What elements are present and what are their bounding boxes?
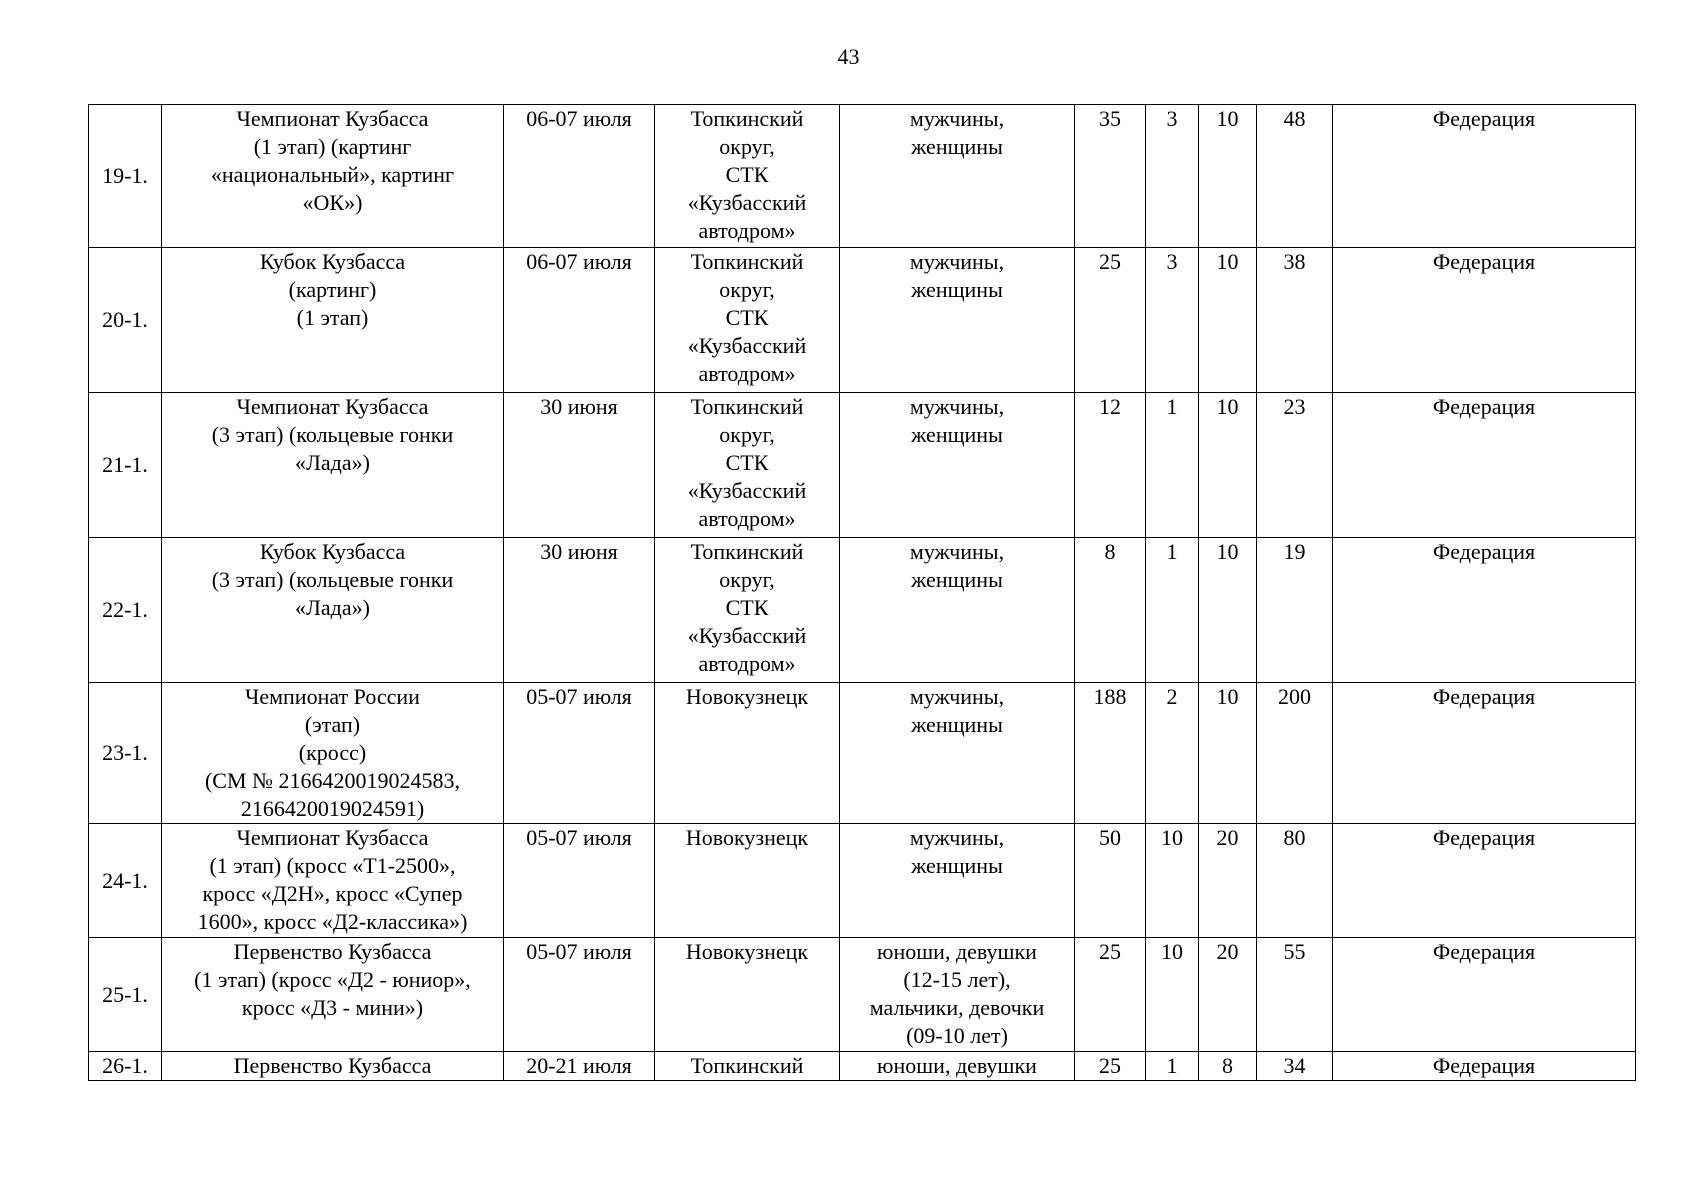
count-cell: 10 (1199, 248, 1257, 393)
count-cell: 10 (1146, 824, 1199, 938)
event-place: Топкинский округ, СТК «Кузбасский автодром» (655, 248, 840, 393)
total-cell: 55 (1257, 938, 1333, 1052)
table-row (89, 938, 1636, 1052)
count-cell: 12 (1075, 393, 1146, 538)
total-cell: 34 (1257, 1052, 1333, 1081)
row-number: 24-1. (89, 824, 162, 938)
row-number: 22-1. (89, 538, 162, 683)
total-cell: 80 (1257, 824, 1333, 938)
count-cell: 20 (1199, 824, 1257, 938)
table-row (89, 824, 1636, 938)
event-name: Кубок Кузбасса (3 этап) (кольцевые гонки «Лада») (162, 538, 504, 683)
event-name: Чемпионат Кузбасса (1 этап) (кросс «Т1-2500», кросс «Д2Н», кросс «Супер 1600», кросс «Д2-классика») (162, 824, 504, 938)
table-row (89, 393, 1636, 538)
event-participants: мужчины, женщины (840, 683, 1075, 824)
table-row (89, 248, 1636, 393)
count-cell: 25 (1075, 248, 1146, 393)
organizer-cell: Федерация (1333, 683, 1636, 824)
table-row (89, 105, 1636, 248)
event-name: Чемпионат Кузбасса (3 этап) (кольцевые гонки «Лада») (162, 393, 504, 538)
table-row (89, 683, 1636, 824)
row-number: 23-1. (89, 683, 162, 824)
count-cell: 25 (1075, 938, 1146, 1052)
row-number: 19-1. (89, 105, 162, 248)
event-participants: мужчины, женщины (840, 538, 1075, 683)
event-date: 30 июня (504, 393, 655, 538)
organizer-cell: Федерация (1333, 938, 1636, 1052)
count-cell: 10 (1199, 683, 1257, 824)
event-date: 05-07 июля (504, 824, 655, 938)
total-cell: 48 (1257, 105, 1333, 248)
event-date: 05-07 июля (504, 938, 655, 1052)
count-cell: 8 (1199, 1052, 1257, 1081)
count-cell: 1 (1146, 538, 1199, 683)
count-cell: 50 (1075, 824, 1146, 938)
event-name: Первенство Кузбасса (162, 1052, 504, 1081)
row-number: 21-1. (89, 393, 162, 538)
event-date: 30 июня (504, 538, 655, 683)
count-cell: 8 (1075, 538, 1146, 683)
event-date: 05-07 июля (504, 683, 655, 824)
total-cell: 200 (1257, 683, 1333, 824)
row-number: 20-1. (89, 248, 162, 393)
total-cell: 38 (1257, 248, 1333, 393)
count-cell: 20 (1199, 938, 1257, 1052)
count-cell: 3 (1146, 105, 1199, 248)
event-participants: мужчины, женщины (840, 105, 1075, 248)
count-cell: 10 (1199, 393, 1257, 538)
row-number: 26-1. (89, 1052, 162, 1081)
event-date: 20-21 июля (504, 1052, 655, 1081)
events-table (88, 104, 1636, 1081)
event-place: Топкинский округ, СТК «Кузбасский автодром» (655, 393, 840, 538)
organizer-cell: Федерация (1333, 248, 1636, 393)
table-row (89, 538, 1636, 683)
event-participants: мужчины, женщины (840, 248, 1075, 393)
event-date: 06-07 июля (504, 248, 655, 393)
total-cell: 19 (1257, 538, 1333, 683)
event-place: Топкинский округ, СТК «Кузбасский автодром» (655, 105, 840, 248)
event-place: Новокузнецк (655, 938, 840, 1052)
event-participants: юноши, девушки (12-15 лет), мальчики, девочки (09-10 лет) (840, 938, 1075, 1052)
event-name: Чемпионат России (этап) (кросс) (СМ № 2166420019024583, 2166420019024591) (162, 683, 504, 824)
event-place: Топкинский (655, 1052, 840, 1081)
event-name: Кубок Кузбасса (картинг) (1 этап) (162, 248, 504, 393)
event-participants: мужчины, женщины (840, 393, 1075, 538)
count-cell: 25 (1075, 1052, 1146, 1081)
count-cell: 10 (1199, 105, 1257, 248)
total-cell: 23 (1257, 393, 1333, 538)
count-cell: 1 (1146, 393, 1199, 538)
count-cell: 10 (1199, 538, 1257, 683)
event-participants: юноши, девушки (840, 1052, 1075, 1081)
organizer-cell: Федерация (1333, 1052, 1636, 1081)
count-cell: 1 (1146, 1052, 1199, 1081)
page-number: 43 (837, 44, 860, 69)
organizer-cell: Федерация (1333, 538, 1636, 683)
event-place: Новокузнецк (655, 683, 840, 824)
organizer-cell: Федерация (1333, 105, 1636, 248)
event-place: Новокузнецк (655, 824, 840, 938)
event-date: 06-07 июля (504, 105, 655, 248)
event-name: Чемпионат Кузбасса (1 этап) (картинг «национальный», картинг «ОК») (162, 105, 504, 248)
table-row (89, 1052, 1636, 1081)
event-place: Топкинский округ, СТК «Кузбасский автодром» (655, 538, 840, 683)
count-cell: 10 (1146, 938, 1199, 1052)
organizer-cell: Федерация (1333, 824, 1636, 938)
count-cell: 3 (1146, 248, 1199, 393)
count-cell: 35 (1075, 105, 1146, 248)
organizer-cell: Федерация (1333, 393, 1636, 538)
row-number: 25-1. (89, 938, 162, 1052)
event-name: Первенство Кузбасса (1 этап) (кросс «Д2 - юниор», кросс «Д3 - мини») (162, 938, 504, 1052)
event-participants: мужчины, женщины (840, 824, 1075, 938)
count-cell: 2 (1146, 683, 1199, 824)
count-cell: 188 (1075, 683, 1146, 824)
